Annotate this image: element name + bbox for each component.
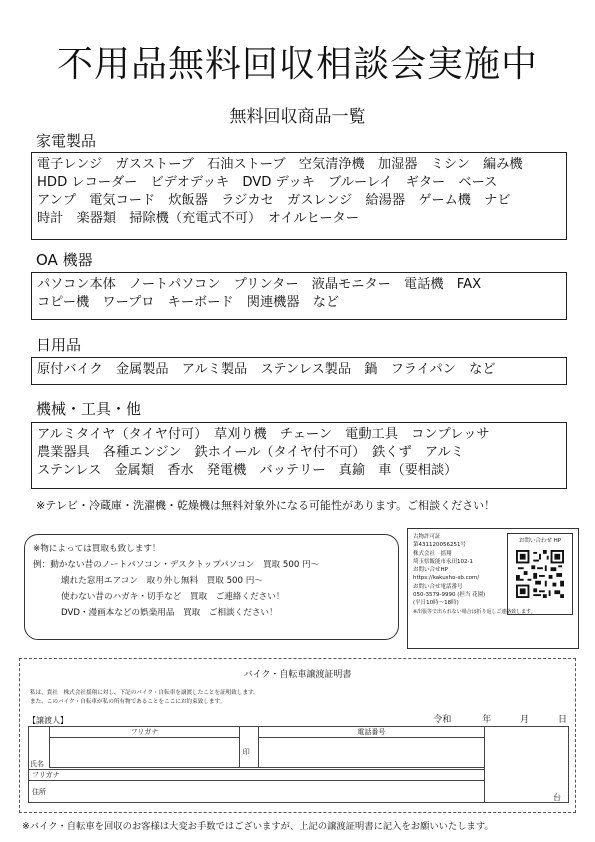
buyback-line: 例：動かない昔のノートパソコン・デスクトップパソコン 買取 500 円〜 [33, 560, 320, 570]
date-era: 令和 [433, 715, 452, 725]
buyback-line: 壊れた窓用エアコン 取り外し無料 買取 500 円〜 [61, 576, 263, 586]
item-line: 時計 楽器類 掃除機（充電式不可） オイルヒーター [37, 211, 359, 226]
company-info-box [407, 528, 579, 649]
buyback-box [24, 534, 399, 640]
category-box-machinery [31, 422, 567, 489]
info-line: お問い合せ電話番号 [413, 583, 463, 590]
category-heading-machinery: 機械・工具・他 [36, 400, 142, 418]
item-line: アンプ 電気コード 炊飯器 ラジカセ ガスレンジ 給湯器 ゲーム機 ナビ [37, 193, 511, 208]
item-line: 原付バイク 金属製品 アルミ製品 ステンレス製品 鍋 フライパン など [37, 362, 496, 377]
seal-label: 印 [242, 748, 250, 757]
buyback-line: DVD・漫画本などの娯楽用品 買取 ご相談ください！ [61, 608, 278, 618]
hp-label: お問い合わせ HP [518, 538, 562, 544]
info-line: (平日10時〜18時) [413, 600, 459, 607]
page-title: 不用品無料回収相談会実施中 [56, 44, 538, 85]
item-line: HDD レコーダー ビデオデッキ DVD デッキ ブルーレイ ギター ベース [37, 175, 498, 190]
date-day[interactable]: 日 [557, 715, 567, 725]
hp-qr-box [507, 533, 573, 615]
transferor-label: 【譲渡人】 [28, 716, 68, 725]
info-line: 埼玉県飯能市永田102-1 [413, 558, 473, 565]
seal-top-cell [239, 727, 258, 738]
item-line: 電子レンジ ガスストーブ 石油ストーブ 空気清浄機 加湿器 ミシン 編み機 [37, 157, 523, 172]
certificate-text-line: 私は、貴社 株式会社揺翔に対し、下記のバイク・自転車を譲渡したことを証明致します。 [30, 690, 259, 696]
info-line: ※出張等で出られない場合は折り返しご連絡致します。 [413, 608, 536, 615]
certificate-table [28, 726, 569, 803]
unit-label: 台 [553, 793, 561, 802]
category-box-appliances [31, 152, 567, 240]
buyback-line: 使わない昔のハガキ・切手など 買取 ご連絡ください！ [61, 592, 285, 602]
info-line: 古物許可証 [413, 534, 441, 540]
certificate-text [30, 689, 259, 707]
info-phone: 050-3579-9990 (担当 花園) [413, 592, 486, 599]
qr-code-icon[interactable] [516, 550, 564, 598]
category-box-oa [31, 272, 567, 320]
name-field[interactable] [50, 738, 239, 768]
page-subtitle: 無料回収商品一覧 [229, 107, 366, 127]
category-heading-daily: 日用品 [36, 336, 82, 354]
category-heading-appliances: 家電製品 [36, 132, 97, 150]
info-line: 株式会社 揺翔 [413, 550, 452, 557]
certificate-text-line: また、このバイク・自転車が私の所有物であることをここにお約束致します。 [30, 699, 226, 705]
item-line: ステンレス 金属類 香水 発電機 バッテリー 真鍮 車（要相談） [37, 463, 458, 478]
address-furigana-label: フリガナ [29, 770, 485, 781]
phone-field[interactable] [258, 738, 484, 768]
phone-label: 電話番号 [258, 727, 484, 738]
item-line: 農業器具 各種エンジン 鉄ホイール（タイヤ付不可） 鉄くず アルミ [37, 445, 464, 460]
seal-cell [239, 738, 258, 768]
footer-note: ※バイク・自転車を回収のお客様は大変お手数ではございますが、上記の譲渡証明書に記入をお願いいたします。 [22, 821, 494, 832]
date-year[interactable]: 年 [482, 715, 492, 725]
name-label: 氏名 [30, 760, 44, 768]
category-box-daily [31, 357, 567, 385]
address-label: 住所 [32, 787, 46, 796]
transfer-certificate [19, 658, 576, 813]
item-line: アルミタイヤ（タイヤ付可） 草刈り機 チェーン 電動工具 コンプレッサ [37, 427, 490, 442]
notice-text: ※テレビ・冷蔵庫・洗濯機・乾燥機は無料対象外になる可能性があります。ご相談ください！ [36, 499, 496, 512]
address-field[interactable] [29, 781, 485, 803]
furigana-label: フリガナ [50, 727, 239, 738]
info-line: お問い合せHP [413, 567, 448, 574]
certificate-title: バイク・自転車譲渡証明書 [243, 670, 352, 680]
date-month[interactable]: 月 [520, 715, 530, 725]
info-url[interactable]: https://kakusho-sb.com/ [413, 575, 480, 582]
item-line: パソコン本体 ノートパソコン プリンター 液晶モニター 電話機 FAX [37, 277, 482, 292]
item-line: コピー機 ワープロ キーボード 関連機器 など [37, 295, 340, 310]
buyback-line: ※物によっては買取も致します！ [33, 544, 161, 554]
date-fields [411, 712, 567, 725]
info-line: 第431120056251号 [413, 542, 466, 549]
category-heading-oa: OA 機器 [36, 251, 93, 269]
